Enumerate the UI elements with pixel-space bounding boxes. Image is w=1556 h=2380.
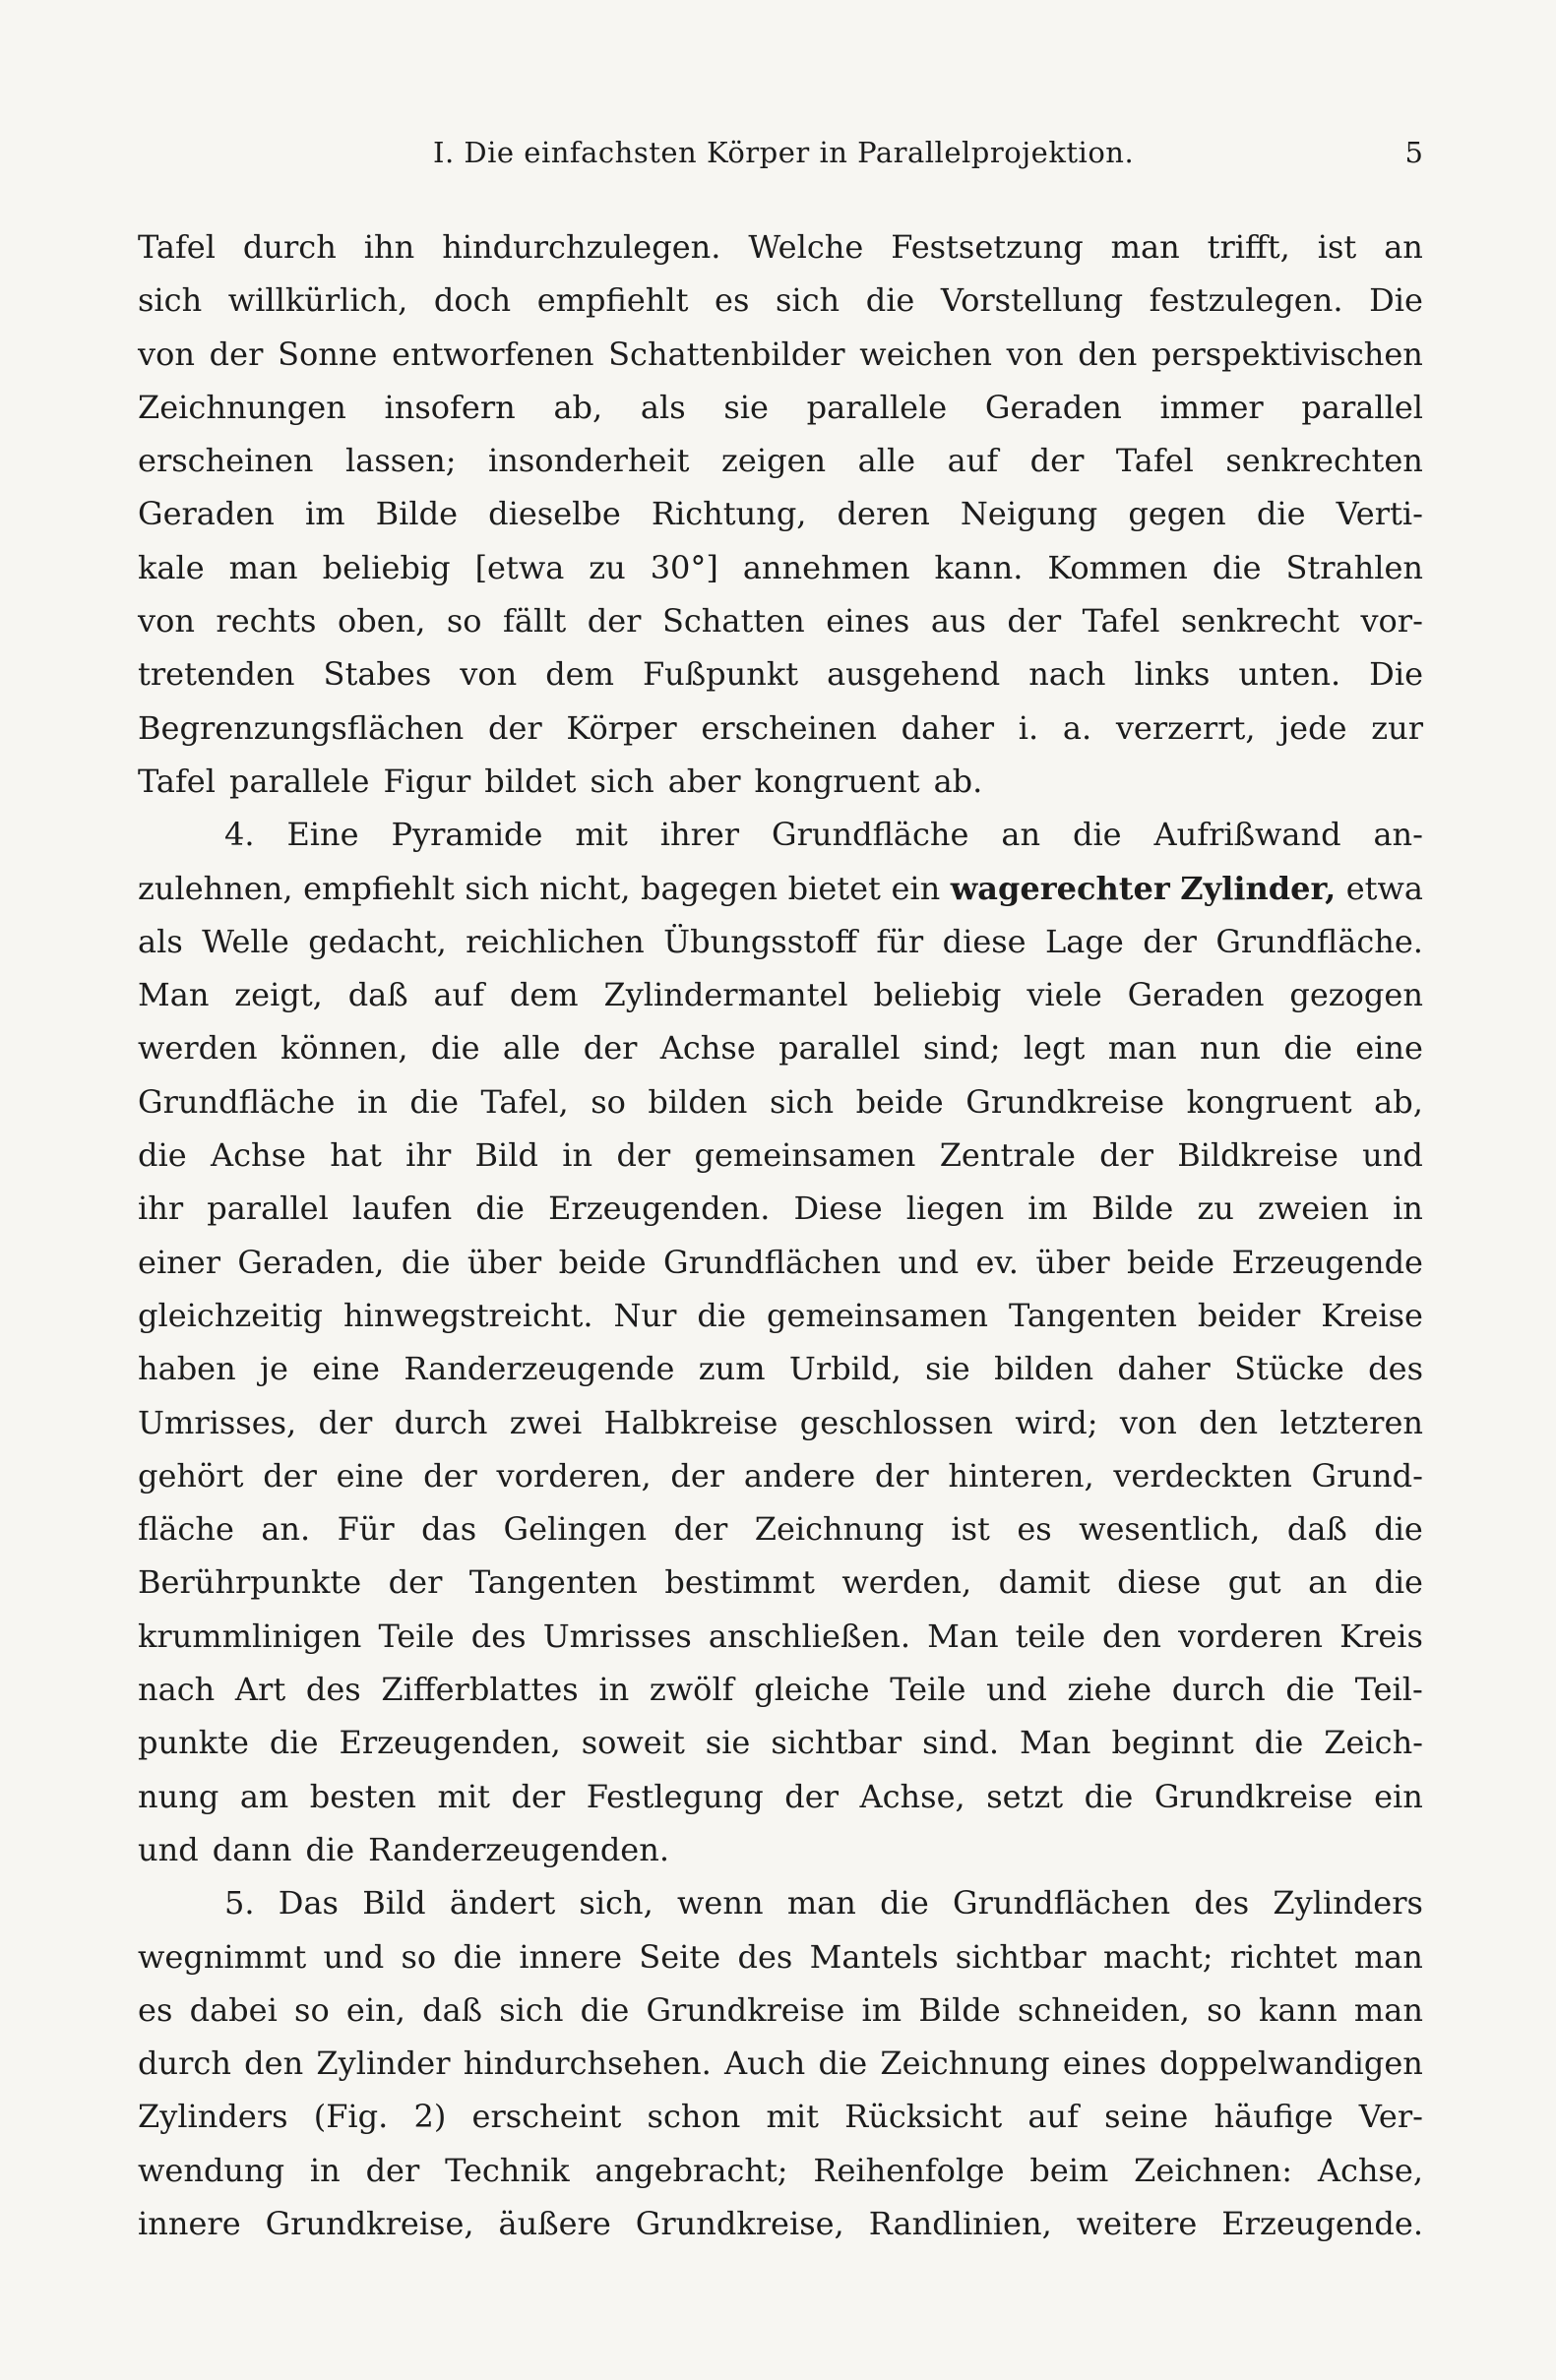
text-line: tretenden Stabes von dem Fußpunkt ausgehend nach links unten. Die <box>138 655 1423 694</box>
text-line: sich willkürlich, doch empfiehlt es sich die Vorstellung festzulegen. Die <box>138 281 1423 320</box>
text-line: nung am besten mit der Festlegung der Achse, setzt die Grundkreise ein <box>138 1777 1423 1815</box>
text-line: Zeichnungen insofern ab, als sie parallele Geraden immer parallel <box>138 388 1423 426</box>
text-line: von der Sonne entworfenen Schattenbilder weichen von den perspektivischen <box>138 335 1423 373</box>
text-line: werden können, die alle der Achse parallel sind; legt man nun die eine <box>138 1029 1423 1068</box>
running-header <box>138 136 1423 185</box>
text-line: 5. Das Bild ändert sich, wenn man die Grundflächen des Zylinders <box>224 1884 1423 1922</box>
text-line: von rechts oben, so fällt der Schatten eines aus der Tafel senkrecht vor- <box>138 602 1423 641</box>
text-line: einer Geraden, die über beide Grundflächen und ev. über beide Erzeugende <box>138 1243 1423 1281</box>
text-line: krummlinigen Teile des Umrisses anschließen. Man teile den vorderen Kreis <box>138 1617 1423 1655</box>
text-line: ihr parallel laufen die Erzeugenden. Diese liegen im Bilde zu zweien in <box>138 1190 1423 1228</box>
text-line: durch den Zylinder hindurchsehen. Auch die Zeichnung eines doppelwandigen <box>138 2044 1423 2083</box>
running-title: I. Die einfachsten Körper in Parallelprojektion. <box>433 136 1135 169</box>
text-line: zulehnen, empfiehlt sich nicht, bagegen bietet ein wagerechter Zylinder, etwa <box>138 869 1423 907</box>
text-line: wegnimmt und so die innere Seite des Mantels sichtbar macht; richtet man <box>138 1937 1423 1976</box>
text-line: erscheinen lassen; insonderheit zeigen alle auf der Tafel senkrechten <box>138 442 1423 480</box>
text-line: nach Art des Zifferblattes in zwölf gleiche Teile und ziehe durch die Teil- <box>138 1671 1423 1709</box>
text-line: kale man beliebig [etwa zu 30°] annehmen kann. Kommen die Strahlen <box>138 548 1423 586</box>
text-line: Man zeigt, daß auf dem Zylindermantel beliebig viele Geraden gezogen <box>138 976 1423 1014</box>
text-line: Geraden im Bilde dieselbe Richtung, deren Neigung gegen die Verti- <box>138 495 1423 533</box>
text-line: gleichzeitig hinwegstreicht. Nur die gemeinsamen Tangenten beider Kreise <box>138 1296 1423 1334</box>
text-line: 4. Eine Pyramide mit ihrer Grundfläche an die Aufrißwand an- <box>224 816 1423 854</box>
text-line: die Achse hat ihr Bild in der gemeinsamen Zentrale der Bildkreise und <box>138 1136 1423 1175</box>
page-number: 5 <box>1404 136 1423 169</box>
text-line: fläche an. Für das Gelingen der Zeichnung ist es wesentlich, daß die <box>138 1510 1423 1549</box>
text-line: Tafel parallele Figur bildet sich aber kongruent ab. <box>138 762 983 800</box>
text-line: Umrisses, der durch zwei Halbkreise geschlossen wird; von den letzteren <box>138 1403 1423 1441</box>
text-line: Grundfläche in die Tafel, so bilden sich beide Grundkreise kongruent ab, <box>138 1082 1423 1121</box>
text-line: es dabei so ein, daß sich die Grundkreise im Bilde schneiden, so kann man <box>138 1990 1423 2029</box>
text-line: wendung in der Technik angebracht; Reihenfolge beim Zeichnen: Achse, <box>138 2151 1423 2189</box>
text-line: Tafel durch ihn hindurchzulegen. Welche Festsetzung man trifft, ist an <box>138 228 1423 266</box>
text-line: Begrenzungsflächen der Körper erscheinen daher i. a. verzerrt, jede zur <box>138 708 1423 747</box>
text-line: haben je eine Randerzeugende zum Urbild, sie bilden daher Stücke des <box>138 1350 1423 1388</box>
text-line: punkte die Erzeugenden, soweit sie sichtbar sind. Man beginnt die Zeich- <box>138 1724 1423 1762</box>
text-line: und dann die Randerzeugenden. <box>138 1830 670 1868</box>
text-line: gehört der eine der vorderen, der andere der hinteren, verdeckten Grund- <box>138 1456 1423 1495</box>
text-line: Berührpunkte der Tangenten bestimmt werden, damit diese gut an die <box>138 1563 1423 1602</box>
text-line: als Welle gedacht, reichlichen Übungsstoff für diese Lage der Grundfläche. <box>138 922 1423 960</box>
text-line: innere Grundkreise, äußere Grundkreise, Randlinien, weitere Erzeugende. <box>138 2204 1423 2242</box>
text-line: Zylinders (Fig. 2) erscheint schon mit Rücksicht auf seine häufige Ver- <box>138 2098 1423 2136</box>
body-text <box>138 220 1423 2250</box>
